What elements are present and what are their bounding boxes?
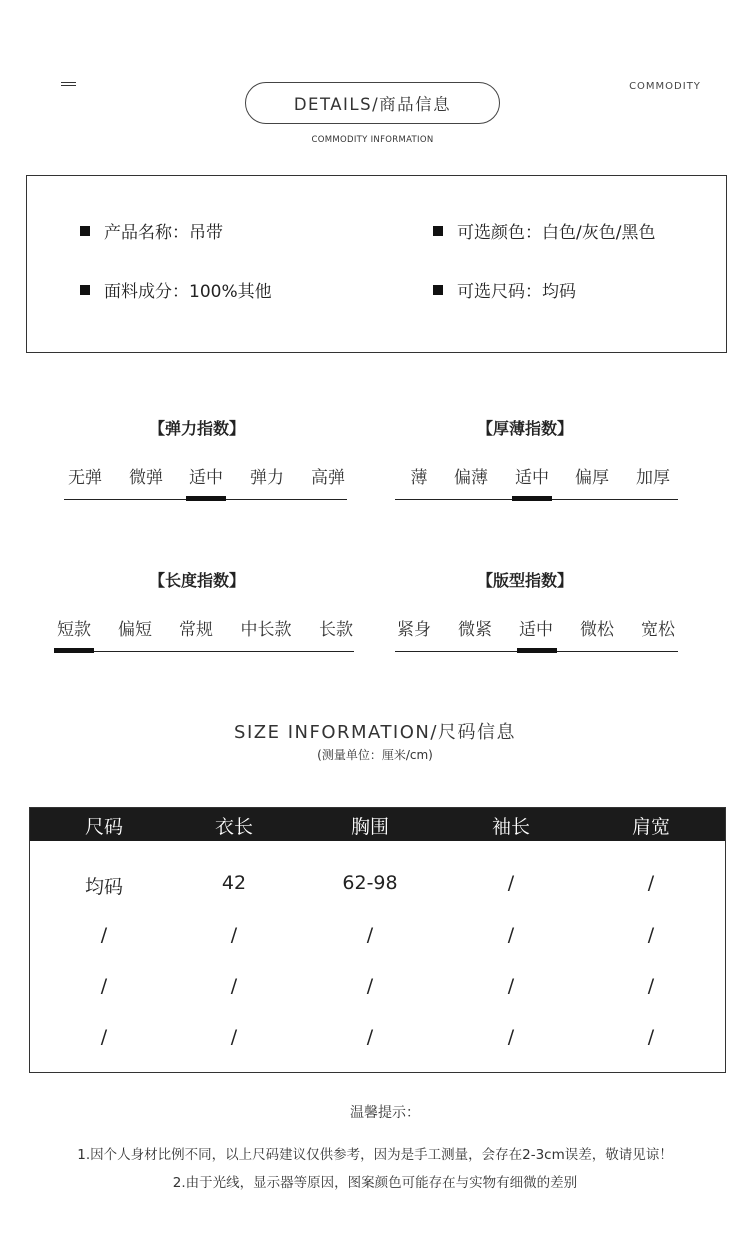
table-cell: /	[647, 975, 655, 997]
table-cell: /	[100, 924, 108, 946]
table-cell: /	[507, 924, 515, 946]
details-subtitle: COMMODITY INFORMATION	[311, 135, 434, 145]
size-info-title: SIZE INFORMATION/尺码信息	[234, 722, 516, 743]
scale-option: 短款	[57, 620, 91, 640]
column-header: 肩宽	[631, 816, 671, 838]
column-header: 衣长	[214, 816, 254, 838]
column-header: 胸围	[350, 816, 390, 838]
info-colors	[433, 218, 655, 243]
scale-option: 薄	[410, 468, 428, 488]
table-cell: /	[507, 1026, 515, 1048]
size-table	[29, 807, 726, 1073]
info-product-name-text: 产品名称：吊带	[104, 223, 223, 243]
scale-title: 【弹力指数】	[148, 419, 245, 438]
scale-selected-marker	[517, 648, 557, 653]
table-cell: 62-98	[342, 872, 398, 894]
table-cell: /	[647, 872, 655, 894]
scale-title: 【长度指数】	[148, 571, 245, 590]
bullet-square-icon	[433, 226, 443, 236]
scale-option: 偏厚	[575, 468, 609, 488]
scale-option: 适中	[515, 468, 549, 488]
bullet-square-icon	[433, 285, 443, 295]
scale-track	[54, 651, 354, 652]
corner-label: COMMODITY	[629, 81, 701, 92]
scale-thickness	[380, 416, 670, 506]
details-title: DETAILS/商品信息	[245, 82, 500, 124]
size-info-unit: (测量单位：厘米/cm)	[317, 748, 433, 762]
scale-fit	[380, 568, 675, 658]
scale-option: 常规	[179, 620, 213, 640]
tip-line-1: 1.因个人身材比例不同，以上尺码建议仅供参考，因为是手工测量，会存在2-3cm误差，敬请见谅！	[77, 1147, 673, 1163]
table-cell: /	[366, 1026, 374, 1048]
size-table-header	[30, 808, 725, 841]
scale-option: 微弹	[129, 468, 163, 488]
table-cell: /	[507, 872, 515, 894]
scale-selected-marker	[512, 496, 552, 501]
table-cell: /	[230, 975, 238, 997]
scale-option: 微紧	[458, 620, 492, 640]
scale-option: 中长款	[240, 620, 292, 640]
scale-option: 无弹	[68, 468, 102, 488]
info-colors-text: 可选颜色：白色/灰色/黑色	[457, 223, 656, 243]
table-cell: 均码	[84, 876, 124, 898]
bullet-square-icon	[80, 226, 90, 236]
table-cell: /	[100, 1026, 108, 1048]
scale-option: 加厚	[636, 468, 670, 488]
scale-option: 偏薄	[454, 468, 488, 488]
info-sizes	[433, 277, 576, 302]
scale-option: 宽松	[641, 620, 675, 640]
table-cell: /	[647, 924, 655, 946]
column-header: 袖长	[491, 816, 531, 838]
menu-icon	[61, 82, 76, 88]
scale-title: 【厚薄指数】	[476, 419, 573, 438]
info-sizes-text: 可选尺码：均码	[457, 282, 576, 302]
scale-option: 微松	[580, 620, 614, 640]
scale-option: 偏短	[118, 620, 152, 640]
table-cell: /	[100, 975, 108, 997]
table-cell: /	[230, 1026, 238, 1048]
table-cell: /	[507, 975, 515, 997]
scale-option: 长款	[319, 620, 353, 640]
info-product-name	[80, 218, 223, 243]
info-fabric-text: 面料成分：100%其他	[104, 282, 272, 302]
scale-option: 紧身	[397, 620, 431, 640]
table-cell: /	[366, 975, 374, 997]
scale-option: 弹力	[250, 468, 284, 488]
info-fabric	[80, 277, 272, 302]
scale-option: 适中	[519, 620, 553, 640]
product-info-box	[26, 175, 727, 353]
scale-option: 适中	[189, 468, 223, 488]
table-cell: /	[647, 1026, 655, 1048]
table-cell: /	[230, 924, 238, 946]
scale-selected-marker	[54, 648, 94, 653]
scale-length	[52, 568, 353, 658]
scale-title: 【版型指数】	[476, 571, 573, 590]
table-cell: 42	[221, 872, 247, 894]
tip-line-2: 2.由于光线，显示器等原因，图案颜色可能存在与实物有细微的差别	[172, 1175, 578, 1191]
scale-option: 高弹	[311, 468, 345, 488]
scale-selected-marker	[186, 496, 226, 501]
tips-title: 温馨提示：	[350, 1105, 420, 1121]
bullet-square-icon	[80, 285, 90, 295]
table-cell: /	[366, 924, 374, 946]
scale-elasticity	[52, 416, 345, 506]
column-header: 尺码	[84, 816, 124, 838]
